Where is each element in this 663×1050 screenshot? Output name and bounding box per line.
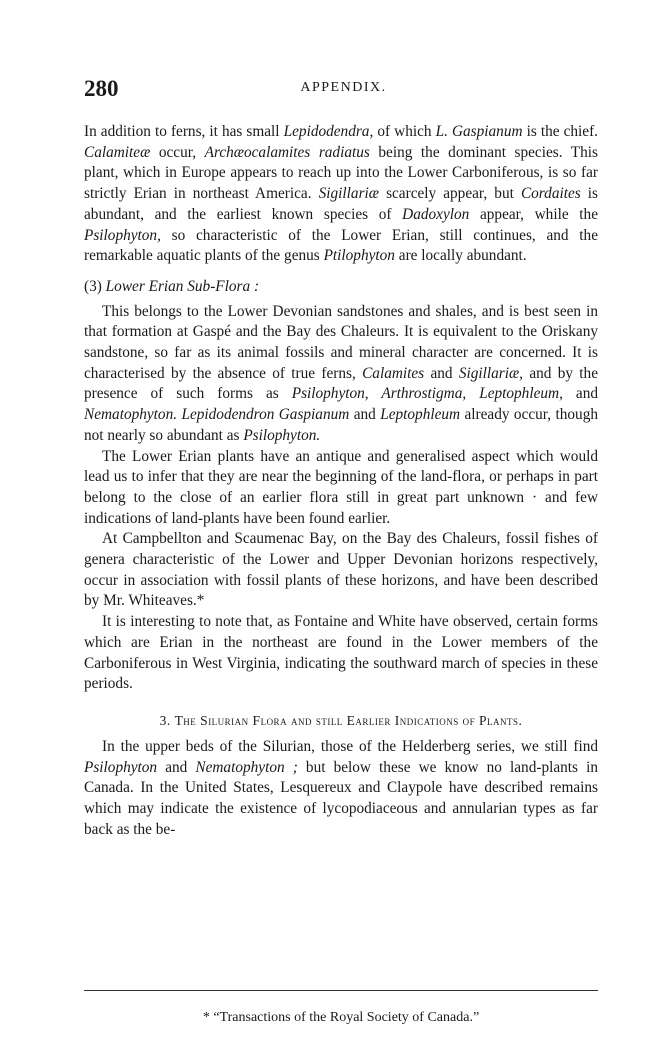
paragraph-west-virginia: It is interesting to note that, as Fontaine and White have observed, certain forms which are Erian in the northeast are found in the Lower members of the Carboniferous in West Virginia, indicating the southward march of species in these periods. [84, 613, 598, 693]
section-number: 3. [159, 712, 171, 728]
text-run: and by the presence of such forms as [84, 364, 598, 403]
taxon-name: Ptilophyton [323, 247, 395, 265]
text-run: but below these we know no land-plants in Canada. In the United States, Lesquereux and Claypole have described remains which may indicate the existence of lycopodiaceous and annularian types as far back as the be- [84, 758, 598, 838]
text-run: scarcely appear, but [378, 185, 521, 203]
text-run: are locally abundant. [394, 247, 527, 265]
paragraph-ferns [84, 122, 598, 267]
taxon-name: Nematophyton ; [195, 758, 298, 776]
paragraph-campbellton: At Campbellton and Scaumenac Bay, on the Bay des Chaleurs, fossil fishes of genera characteristic of the Lower and Upper Devonian horizons respectively, occur in association with fossil plants of these horizons, and have been described by Mr. Whiteaves.* [84, 530, 598, 610]
subsection-number: (3) [84, 277, 102, 295]
text-run: and [349, 406, 381, 424]
text-run: occur, [150, 143, 205, 161]
taxon-name: Sigillariæ [318, 185, 379, 203]
footnote-rule [84, 990, 598, 991]
section-heading [84, 711, 598, 731]
footnote: * “Transactions of the Royal Society of Canada.” [202, 1010, 480, 1025]
text-run: and [424, 364, 459, 382]
subsection-heading [84, 277, 598, 298]
taxon-name: Calamites [362, 364, 425, 382]
taxon-name: Psilophyton, Arthrostigma, Leptophleum, [291, 385, 563, 403]
paragraph-lower-devonian [84, 302, 598, 447]
running-head: APPENDIX. [300, 80, 387, 95]
text-run: In addition to ferns, it has small [84, 123, 284, 140]
taxon-name: Psilophyton, [84, 226, 161, 244]
text-run: and [562, 385, 598, 403]
paragraph-silurian [84, 737, 598, 841]
page-number: 280 [84, 76, 119, 101]
taxon-name: Psilophyton [84, 758, 158, 776]
text-run: is the chief. [522, 123, 598, 140]
taxon-name: Nematophyton. [84, 406, 178, 424]
subsection-title: Lower Erian Sub-Flora : [105, 277, 260, 295]
taxon-name: Cordaites [520, 185, 581, 203]
text-run: and [157, 758, 196, 776]
page-body [84, 122, 598, 841]
text-run: of which [373, 123, 436, 140]
text-run: is abundant, and the earliest known species of [84, 185, 599, 223]
paragraph-antique-aspect: The Lower Erian plants have an antique and generalised aspect which would lead us to infer that they are near the beginning of the land-flora, or perhaps in part belong to the close of an earlier flora still in great part unknown · and few indications of land-plants have been found earlier. [84, 447, 598, 527]
taxon-name: Archæocalamites radiatus [204, 143, 370, 161]
text-run: appear, while the [469, 205, 598, 223]
section-title: The Silurian Flora and still Earlier Indications of Plants. [174, 712, 523, 728]
taxon-name: Lepidodendra, [283, 123, 374, 140]
text-run: being the dominant species. This plant, which in Europe appears to reach up into the Lower Carboniferous, is so far strictly Erian in northeast America. [84, 143, 599, 203]
taxon-name: Calamiteæ [84, 143, 151, 161]
taxon-name: L. Gaspianum [435, 123, 523, 140]
taxon-name: Leptophleum [380, 406, 461, 424]
text-run: In the upper beds of the Silurian, those of the Helderberg series, we still find [102, 737, 598, 755]
text-run: This belongs to the Lower Devonian sandstones and shales, and is best seen in that formation at Gaspé and the Bay des Chaleurs. It is equivalent to the Oriskany sandstone, so far as its animal fossils and mineral character are concerned. It is characterised by the absence of true ferns, [84, 302, 598, 382]
text-run: so characteristic of the Lower Erian, still continues, and the remarkable aquatic plants of the genus [84, 226, 598, 265]
taxon-name: Lepidodendron Gaspianum [181, 406, 350, 424]
taxon-name: Dadoxylon [402, 205, 470, 223]
text-run: already occur, though not nearly so abundant as [84, 406, 598, 444]
taxon-name: Sigillariæ, [458, 364, 524, 382]
taxon-name: Psilophyton. [243, 426, 321, 444]
page-header [84, 76, 603, 106]
